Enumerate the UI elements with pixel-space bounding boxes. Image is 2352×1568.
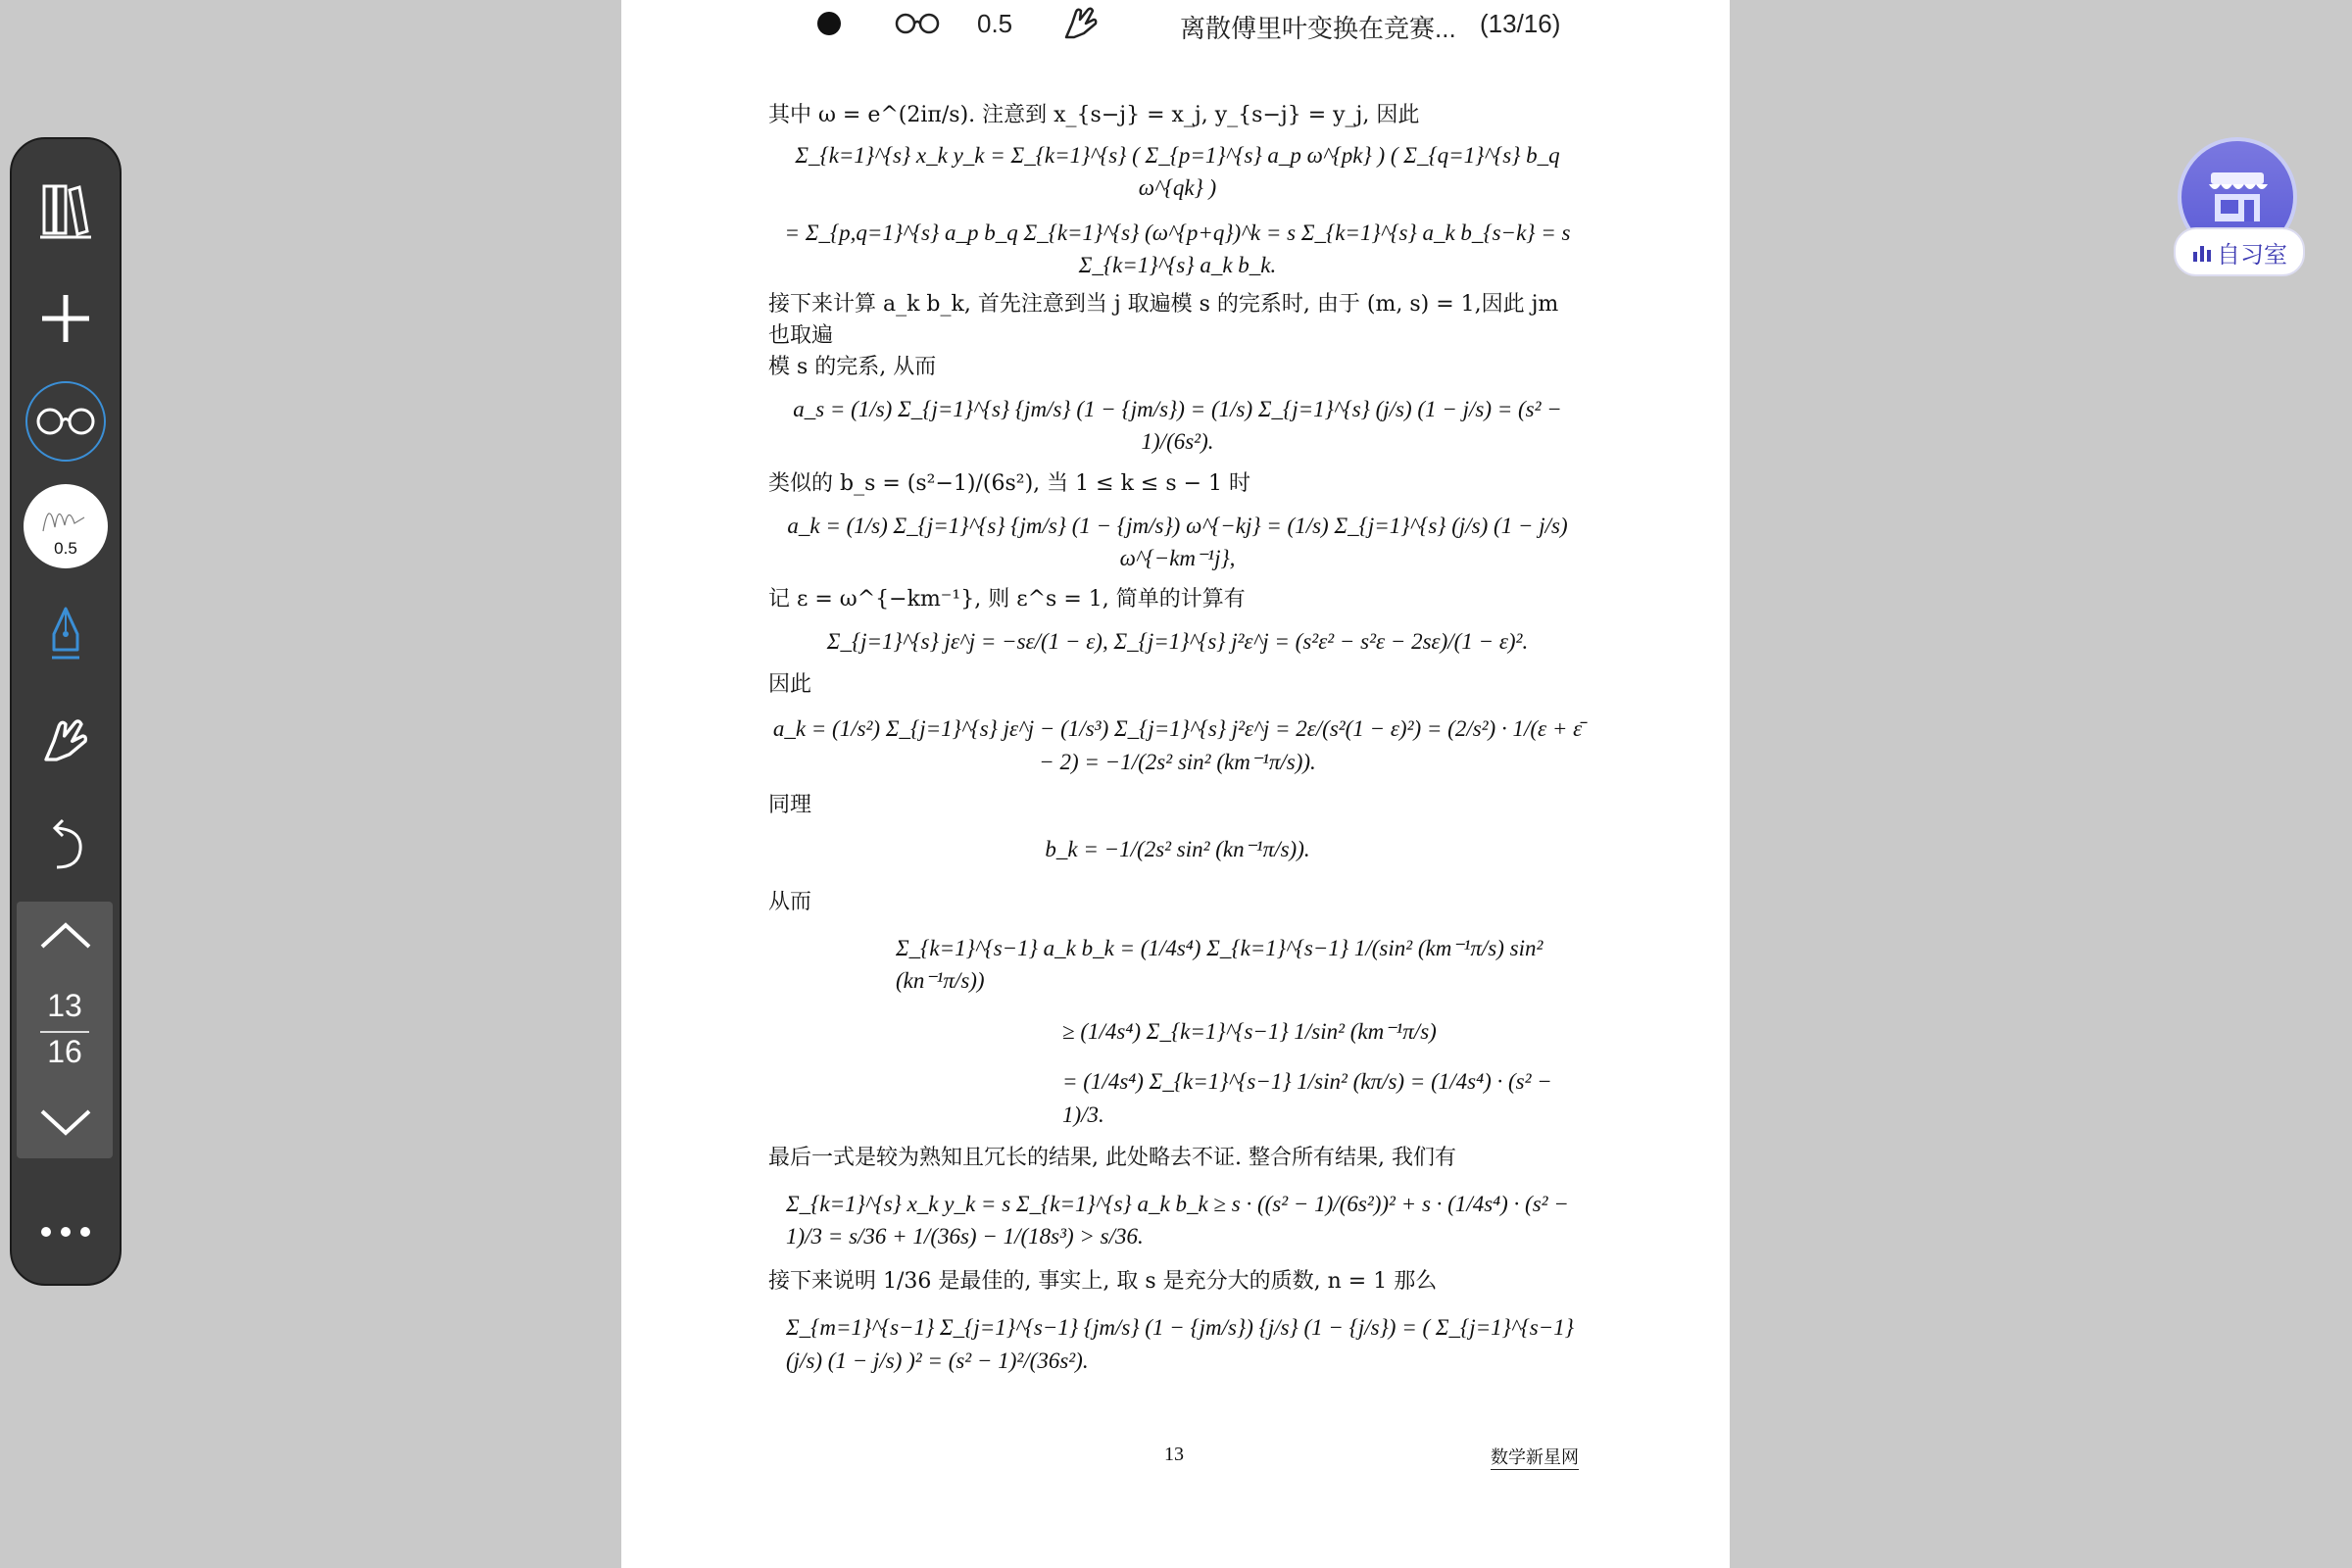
add-button[interactable]	[12, 274, 120, 363]
current-page-number: 13	[47, 988, 82, 1023]
formula-line: Σ_{k=1}^{s} x_k y_k = Σ_{k=1}^{s} ( Σ_{p=1}^{s} a_p ω^{pk} ) ( Σ_{q=1}^{s} b_q ω^{qk} )	[795, 142, 1560, 201]
left-toolbar	[10, 137, 122, 1286]
chevron-down-icon	[38, 1107, 93, 1137]
site-name: 数学新星网	[1491, 1444, 1579, 1470]
formula-line: a_k = (1/s) Σ_{j=1}^{s} {jm/s} (1 − {jm/s}) ω^{−kj} = (1/s) Σ_{j=1}^{s} (j/s) (1 − j/s) ω^{−km⁻¹j},	[787, 513, 1568, 570]
pen-size-button[interactable]	[12, 482, 120, 570]
next-page-button[interactable]	[12, 1088, 120, 1156]
bar-chart-icon	[2191, 242, 2213, 262]
reading-mode-button[interactable]	[12, 377, 120, 466]
text-line: 记 ε = ω^{−km⁻¹}, 则 ε^s = 1, 简单的计算有	[768, 587, 1246, 612]
previous-page-button[interactable]	[12, 902, 120, 970]
chevron-up-icon	[38, 921, 93, 951]
formula-line: Σ_{j=1}^{s} jε^j = −sε/(1 − ε), Σ_{j=1}^{s} j²ε^j = (s²ε² − s²ε − 2sε)/(1 − ε)².	[826, 629, 1529, 655]
reading-mode-ring	[25, 381, 106, 462]
text-line: 类似的 b_s = (s²−1)/(6s²), 当 1 ≤ k ≤ s − 1 时	[768, 470, 1251, 496]
text-line: 接下来说明 1/36 是最佳的, 事实上, 取 s 是充分大的质数, n = 1 那么	[768, 1269, 1438, 1295]
hand-pan-icon[interactable]	[1060, 4, 1102, 41]
formula-line: a_s = (1/s) Σ_{j=1}^{s} {jm/s} (1 − {jm/s}) = (1/s) Σ_{j=1}^{s} (j/s) (1 − j/s) = (s² − 1)/(6s²).	[793, 396, 1562, 455]
document-page	[621, 0, 1730, 1568]
page-indicator: (13/16)	[1480, 9, 1561, 38]
plus-icon	[40, 293, 91, 344]
more-button[interactable]	[12, 1207, 120, 1256]
glasses-icon	[34, 406, 97, 437]
formula-line: Σ_{k=1}^{s−1} a_k b_k = (1/4s⁴) Σ_{k=1}^{s−1} 1/(sin² (km⁻¹π/s) sin² (kn⁻¹π/s))	[896, 936, 1544, 994]
pen-color-dot[interactable]	[817, 12, 841, 35]
document-content	[768, 100, 1587, 1377]
text-line: 接下来计算 a_k b_k, 首先注意到当 j 取遍模 s 的完系时, 由于 (m, s) = 1,因此 jm 也取遍	[768, 292, 1559, 349]
total-page-number: 16	[47, 1034, 82, 1069]
study-room-label: 自习室	[2217, 241, 2287, 269]
formula-line: = (1/4s⁴) Σ_{k=1}^{s−1} 1/sin² (kπ/s) = (1/4s⁴) · (s² − 1)/3.	[1062, 1069, 1552, 1127]
text-line: 因此	[768, 672, 812, 698]
formula-line: b_k = −1/(2s² sin² (kn⁻¹π/s)).	[1045, 836, 1310, 861]
page-number: 13	[1164, 1444, 1184, 1465]
formula-line: = Σ_{p,q=1}^{s} a_p b_q Σ_{k=1}^{s} (ω^{p+q})^k = s Σ_{k=1}^{s} a_k b_{s−k} = s Σ_{k=1}^{s} a_k b_k.	[784, 220, 1571, 277]
reader-topbar	[621, 0, 1730, 47]
undo-icon	[43, 816, 88, 873]
text-line: 从而	[768, 890, 812, 915]
text-line: 最后一式是较为熟知且冗长的结果, 此处略去不证. 整合所有结果, 我们有	[768, 1145, 1456, 1170]
bookshelf-icon	[38, 180, 93, 241]
undo-button[interactable]	[12, 801, 120, 889]
formula-line: a_k = (1/s²) Σ_{j=1}^{s} jε^j − (1/s³) Σ_{j=1}^{s} j²ε^j = 2ε/(s²(1 − ε)²) = (2/s²) · 1/(ε + ε̄ − 2) = −1/(2s² sin² (km⁻¹π/s)).	[772, 716, 1583, 774]
formula-line: ≥ (1/4s⁴) Σ_{k=1}^{s−1} 1/sin² (km⁻¹π/s)	[1062, 1018, 1437, 1044]
study-room-label-pill	[2174, 227, 2305, 276]
reading-glasses-icon[interactable]	[894, 10, 941, 37]
text-line: 其中 ω = e^(2iπ/s). 注意到 x_{s−j} = x_j, y_{s−j} = y_j, 因此	[768, 103, 1420, 127]
signature-stroke-icon	[24, 488, 108, 547]
formula-line: Σ_{m=1}^{s−1} Σ_{j=1}^{s−1} {jm/s} (1 − {jm/s}) {j/s} (1 − {j/s}) = ( Σ_{j=1}^{s−1} (j/s) (1 − j/s) )² = (s² − 1)²/(36s²).	[786, 1315, 1574, 1373]
hand-pan-icon	[38, 712, 93, 767]
page-navigator	[17, 902, 113, 1158]
library-button[interactable]	[12, 167, 120, 255]
text-line: 模 s 的完系, 从而	[768, 355, 937, 380]
hand-tool-button[interactable]	[12, 696, 120, 784]
stroke-width-value[interactable]: 0.5	[977, 9, 1013, 38]
study-room-widget[interactable]	[2174, 137, 2301, 274]
page-fraction-bar	[40, 1031, 89, 1033]
pen-tool-button[interactable]	[12, 590, 120, 678]
pen-size-label: 0.5	[54, 539, 77, 558]
more-dots-icon	[38, 1226, 93, 1238]
fountain-pen-icon	[46, 605, 85, 663]
pen-size-preview	[24, 484, 108, 568]
text-line: 同理	[768, 793, 812, 818]
document-title: 离散傅里叶变换在竞赛...	[1180, 14, 1456, 43]
formula-line: Σ_{k=1}^{s} x_k y_k = s Σ_{k=1}^{s} a_k b_k ≥ s · ((s² − 1)/(6s²))² + s · (1/4s⁴) · (s² − 1)/3 = s/36 + 1/(36s) − 1/(18s³) > s/36.	[786, 1191, 1569, 1250]
